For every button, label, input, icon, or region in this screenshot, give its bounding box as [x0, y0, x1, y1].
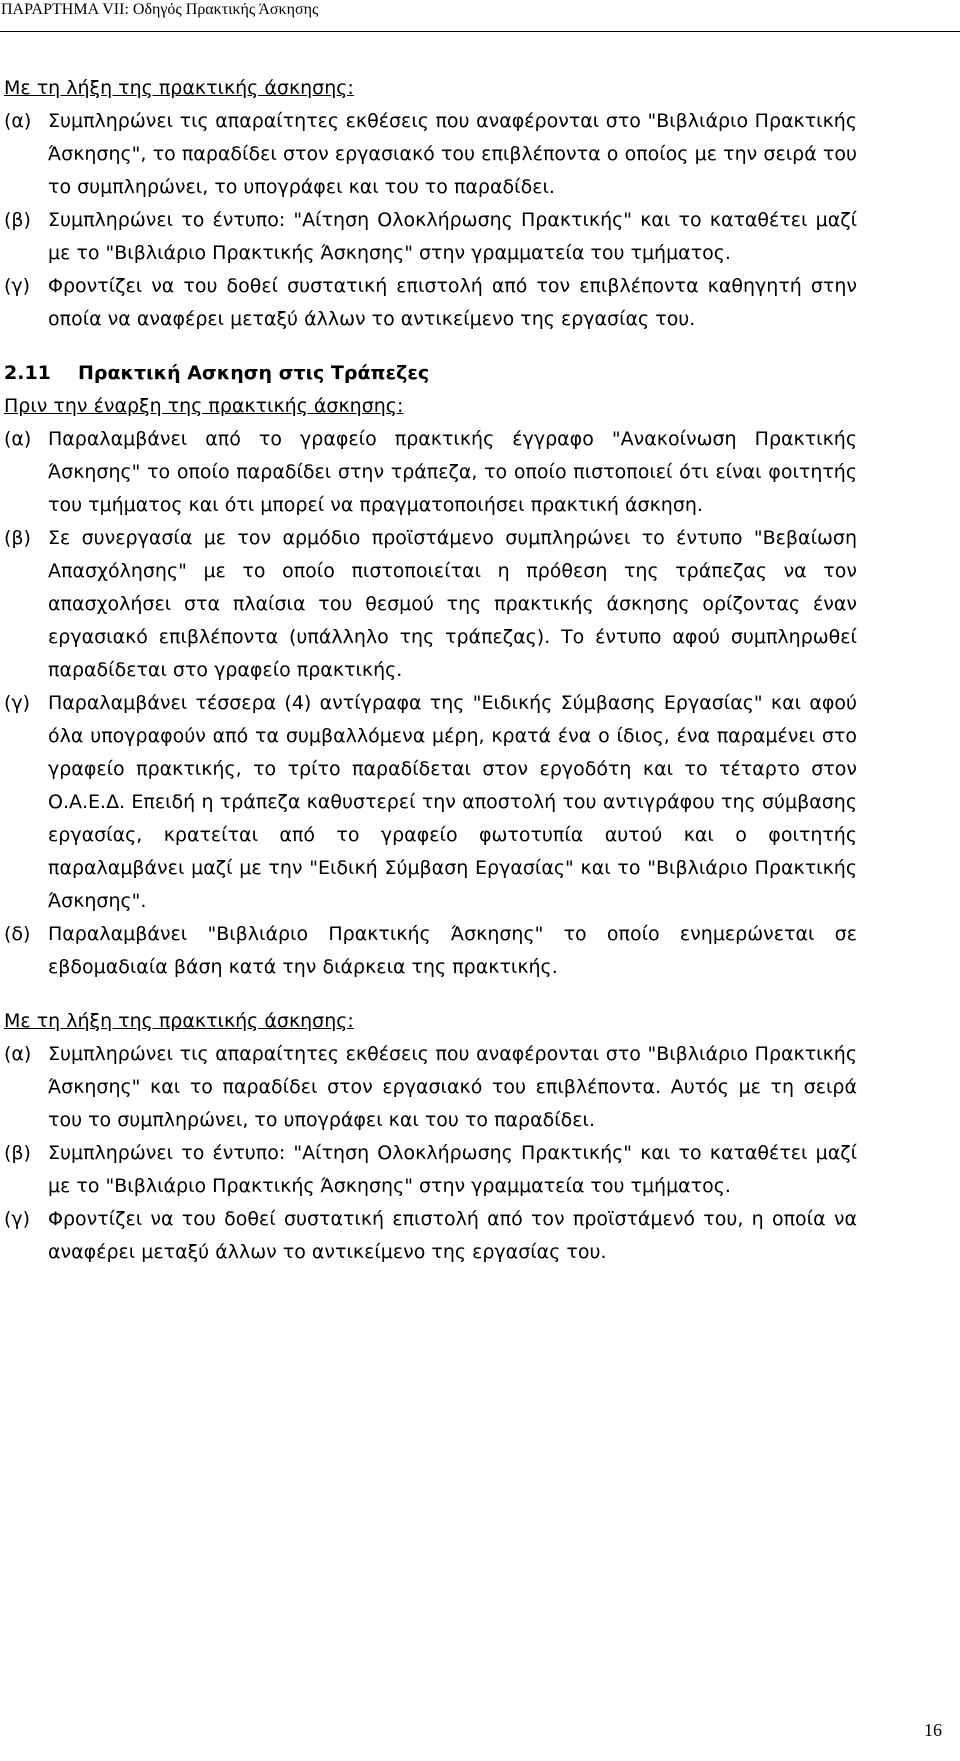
header-title: ΠΑΡΑΡΤΗΜΑ VII: Οδηγός Πρακτικής Άσκησης: [1, 1, 319, 18]
list-item: [4, 1203, 857, 1269]
before-start-list: [4, 423, 857, 984]
page-body: [4, 72, 857, 1269]
item-label: (α): [4, 1043, 32, 1065]
item-label: (α): [4, 428, 32, 450]
item-text: Σε συνεργασία με τον αρμόδιο προϊστάμενο συμπληρώνει το έντυπο "Βεβαίωση Απασχόλησης" με το οποίο πιστοποιείται η πρόθεση της τράπεζας να τον απασχολήσει στα πλαίσια του θεσμού της πρακτικής άσκησης ορίζοντας έναν εργασιακό επιβλέποντα (υπάλληλο της τράπεζας). Το έντυπο αφού συμπληρωθεί παραδίδεται στο γραφείο πρακτικής.: [48, 527, 857, 681]
item-label: (β): [4, 527, 31, 549]
page-number: 16: [924, 1720, 942, 1740]
item-text: Παραλαμβάνει "Βιβλιάριο Πρακτικής Άσκησης" το οποίο ενημερώνεται σε εβδομαδιαία βάση κατά την διάρκεια της πρακτικής.: [48, 923, 857, 978]
header-rule: [0, 31, 960, 32]
list-item: [4, 1137, 857, 1203]
completion-list: [4, 105, 857, 336]
list-item: [4, 105, 857, 204]
completion-list: [4, 1038, 857, 1269]
section-title: Πρακτική Ασκηση στις Τράπεζες: [78, 362, 430, 384]
item-text: Φροντίζει να του δοθεί συστατική επιστολή από τον προϊστάμενό του, η οποία να αναφέρει μεταξύ άλλων το αντικείμενο της εργασίας του.: [48, 1208, 857, 1263]
list-item: [4, 204, 857, 270]
item-label: (β): [4, 209, 31, 231]
completion-subheading: Με τη λήξη της πρακτικής άσκησης:: [4, 1010, 354, 1032]
running-header: [0, 0, 960, 33]
item-text: Συμπληρώνει τις απαραίτητες εκθέσεις που αναφέρονται στο "Βιβλιάριο Πρακτικής Άσκησης" και το παραδίδει στον εργασιακό του επιβλέποντα. Αυτός με τη σειρά του το συμπληρώνει, το υπογράφει και του το παραδίδει.: [48, 1043, 857, 1131]
item-text: Συμπληρώνει το έντυπο: "Αίτηση Ολοκλήρωσης Πρακτικής" και το καταθέτει μαζί με το "Βιβλιάριο Πρακτικής Άσκησης" στην γραμματεία του τμήματος.: [48, 209, 857, 264]
item-label: (β): [4, 1142, 31, 1164]
list-item: [4, 270, 857, 336]
spacer: [4, 336, 857, 357]
item-label: (γ): [4, 692, 31, 714]
spacer: [4, 984, 857, 1005]
section-heading: [4, 357, 857, 390]
list-item: [4, 1038, 857, 1137]
item-label: (γ): [4, 275, 31, 297]
list-item: [4, 522, 857, 687]
before-start-subheading: Πριν την έναρξη της πρακτικής άσκησης:: [4, 395, 404, 417]
completion-subheading: Με τη λήξη της πρακτικής άσκησης:: [4, 77, 354, 99]
item-text: Παραλαμβάνει τέσσερα (4) αντίγραφα της "Ειδικής Σύμβασης Εργασίας" και αφού όλα υπογραφούν από τα συμβαλλόμενα μέρη, κρατά ένα ο ίδιος, ένα παραμένει στο γραφείο πρακτικής, το τρίτο παραδίδεται στον εργοδότη και το τέταρτο στον Ο.Α.Ε.Δ. Επειδή η τράπεζα καθυστερεί την αποστολή του αντιγράφου της σύμβασης εργασίας, κρατείται από το γραφείο φωτοτυπία αυτού και ο φοιτητής παραλαμβάνει μαζί με την "Ειδική Σύμβαση Εργασίας" και το "Βιβλιάριο Πρακτικής Άσκησης".: [48, 692, 857, 912]
list-item: [4, 687, 857, 918]
item-label: (δ): [4, 923, 31, 945]
item-text: Συμπληρώνει το έντυπο: "Αίτηση Ολοκλήρωσης Πρακτικής" και το καταθέτει μαζί με το "Βιβλιάριο Πρακτικής Άσκησης" στην γραμματεία του τμήματος.: [48, 1142, 857, 1197]
item-text: Φροντίζει να του δοθεί συστατική επιστολή από τον επιβλέποντα καθηγητή στην οποία να αναφέρει μεταξύ άλλων το αντικείμενο της εργασίας του.: [48, 275, 857, 330]
item-label: (γ): [4, 1208, 31, 1230]
section-number: 2.11: [4, 362, 51, 384]
list-item: [4, 918, 857, 984]
item-text: Παραλαμβάνει από το γραφείο πρακτικής έγγραφο "Ανακοίνωση Πρακτικής Άσκησης" το οποίο παραδίδει στην τράπεζα, το οποίο πιστοποιεί ότι είναι φοιτητής του τμήματος και ότι μπορεί να πραγματοποιήσει πρακτική άσκηση.: [48, 428, 857, 516]
item-label: (α): [4, 110, 32, 132]
list-item: [4, 423, 857, 522]
item-text: Συμπληρώνει τις απαραίτητες εκθέσεις που αναφέρονται στο "Βιβλιάριο Πρακτικής Άσκησης", το παραδίδει στον εργασιακό του επιβλέποντα ο οποίος με την σειρά του το συμπληρώνει, το υπογράφει και του το παραδίδει.: [48, 110, 857, 198]
